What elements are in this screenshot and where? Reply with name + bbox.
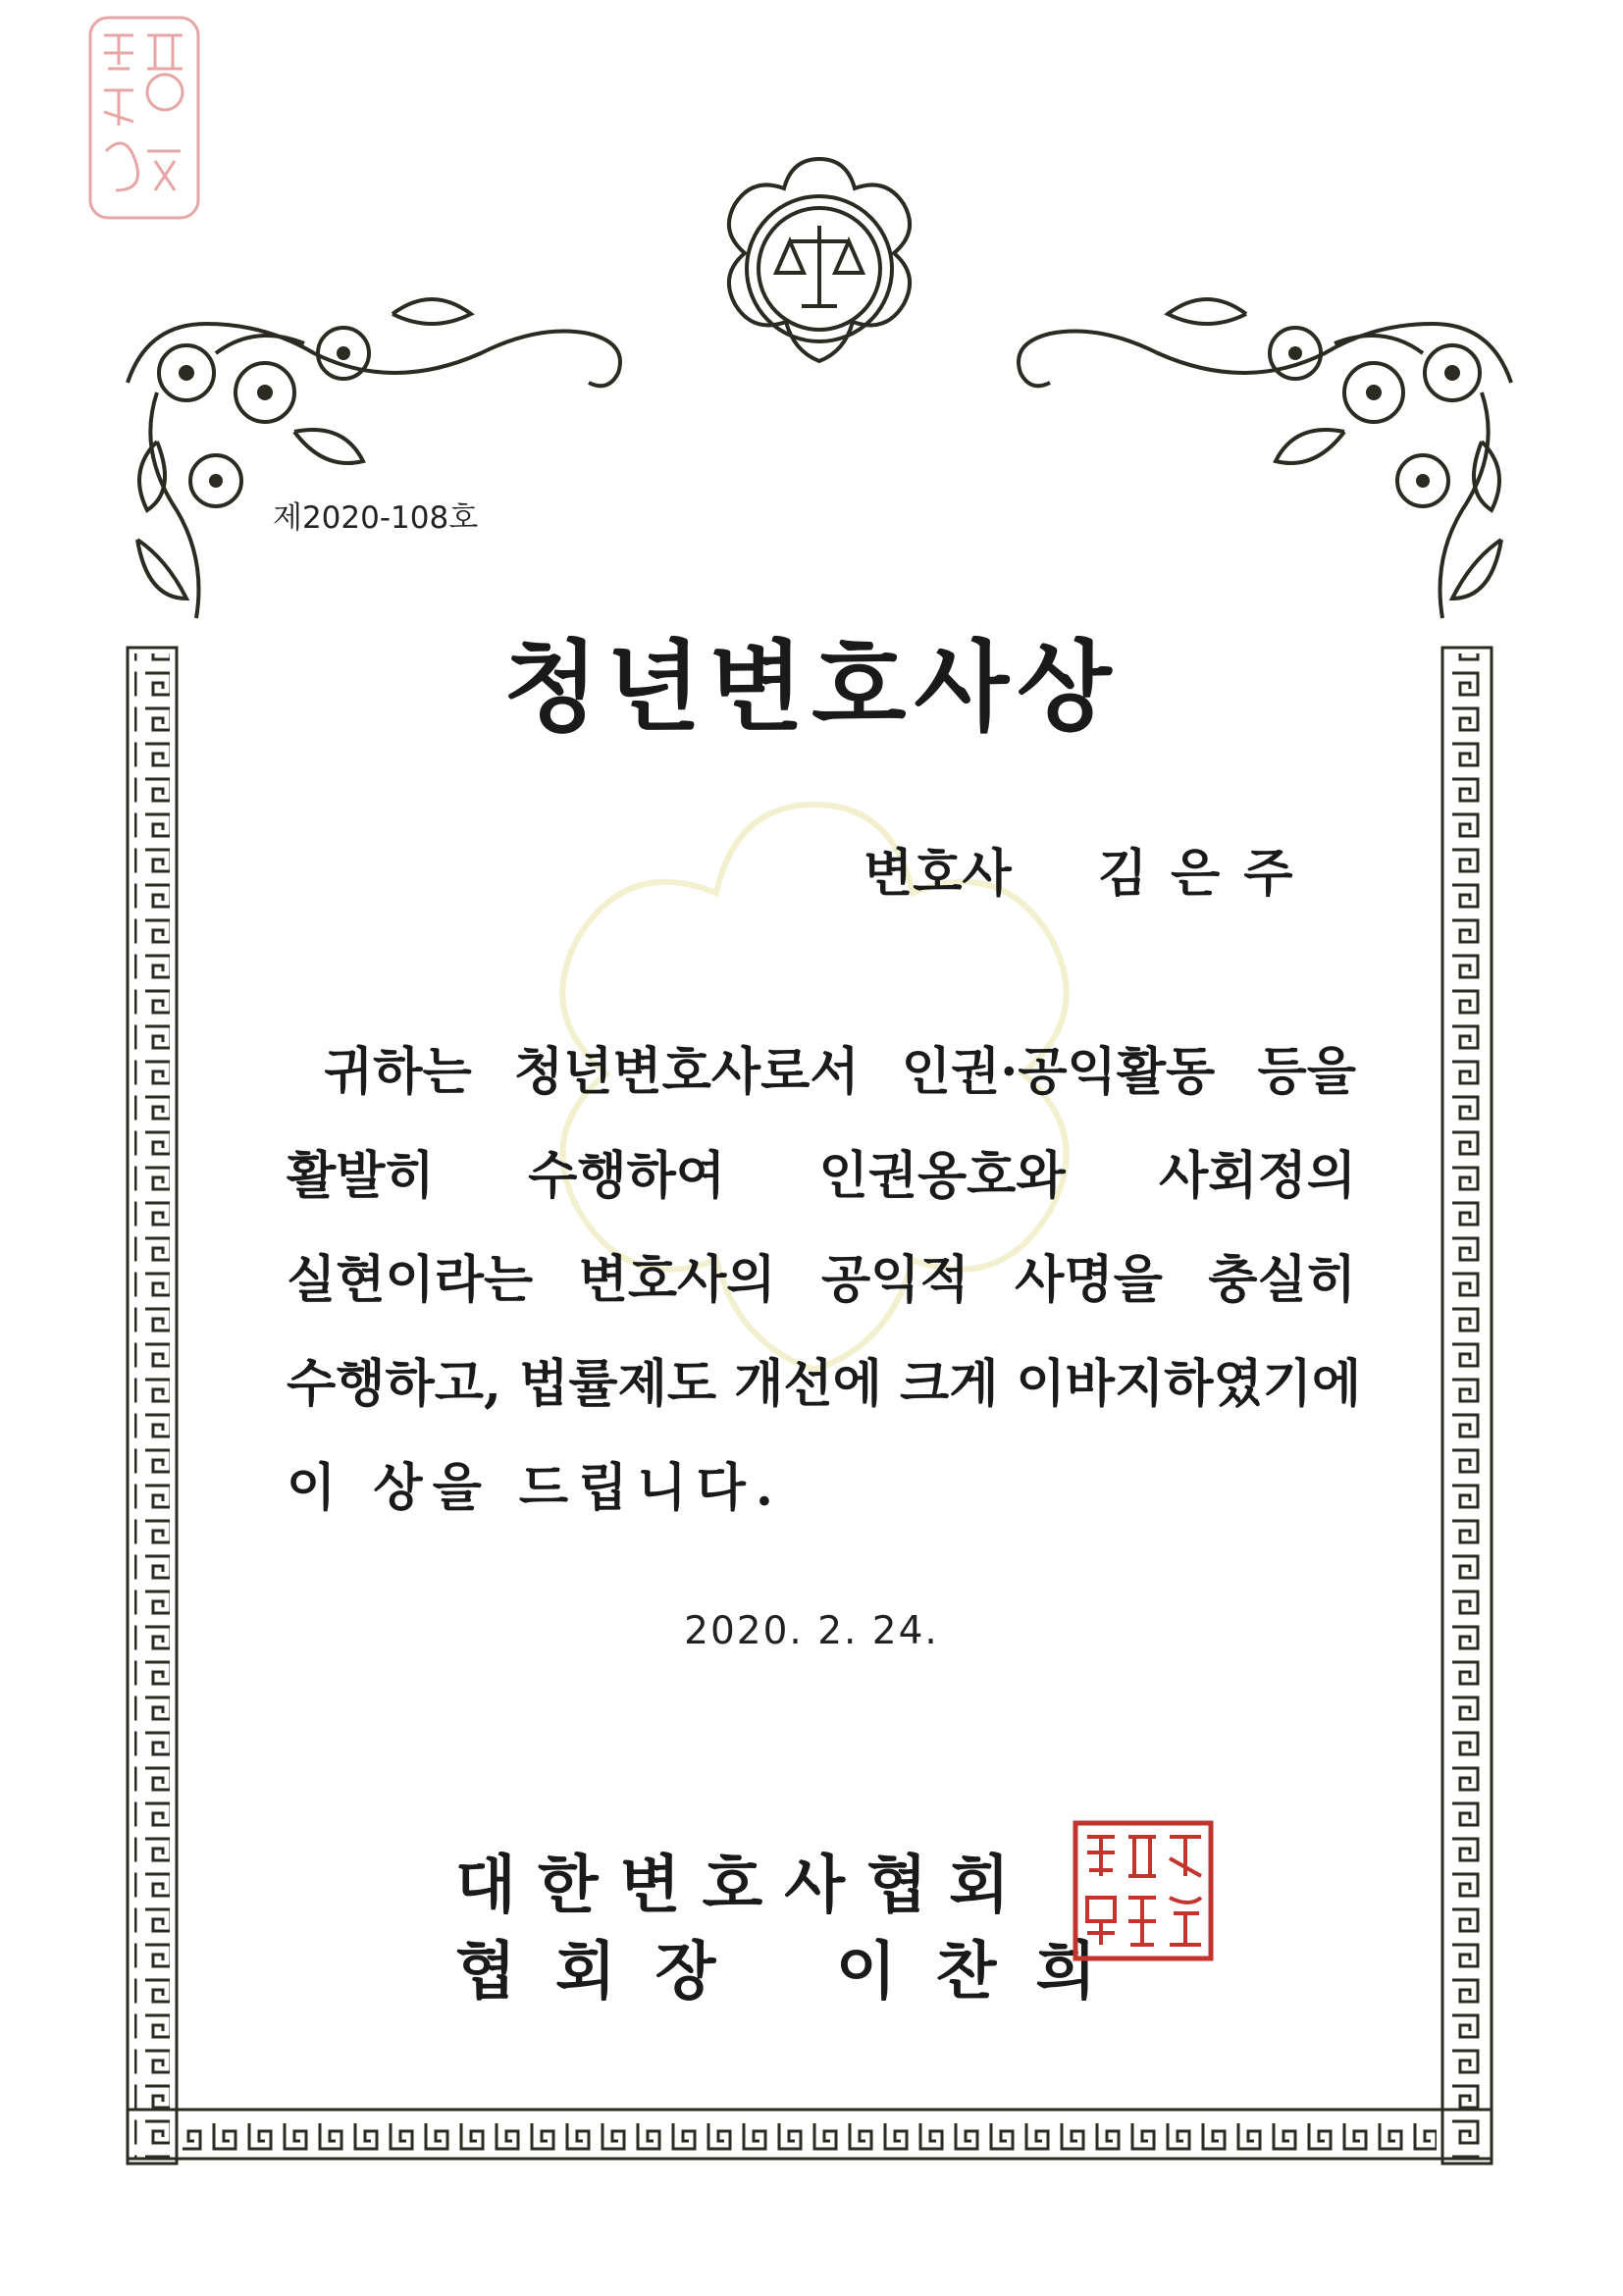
recipient	[864, 832, 1317, 906]
scales-of-justice-emblem-icon	[692, 147, 947, 392]
floral-ornament-left-icon	[98, 245, 648, 628]
issuer-name: 이찬희	[835, 1935, 1136, 2009]
issuer-organization: 대한변호사협회	[455, 1849, 1031, 1922]
certificate-title: 청년변호사상	[503, 629, 1120, 745]
issue-date: 2020. 2. 24.	[684, 1609, 939, 1653]
certificate-number: 제2020-108호	[273, 500, 479, 536]
body-line: 귀하는 청년변호사로서 인권·공익활동 등을	[324, 1042, 1356, 1102]
body-line: 이 상을 드립니다.	[287, 1458, 783, 1518]
recipient-name: 김은주	[1097, 844, 1317, 904]
issuer-title: 협회장	[455, 1935, 756, 2009]
body-line: 수행하고, 법률제도 개선에 크게 이바지하였기에	[287, 1354, 1362, 1414]
floral-ornament-right-icon	[991, 245, 1541, 628]
red-square-seal-icon	[1072, 1819, 1215, 1962]
body-line: 활발히 수행하여 인권옹호와 사회정의	[287, 1146, 1356, 1206]
certificate-body	[287, 1020, 1362, 1540]
issuer-signature-line	[455, 1921, 1135, 2011]
recipient-role: 변호사	[864, 844, 1012, 904]
body-line: 실현이라는 변호사의 공익적 사명을 충실히	[287, 1250, 1356, 1310]
